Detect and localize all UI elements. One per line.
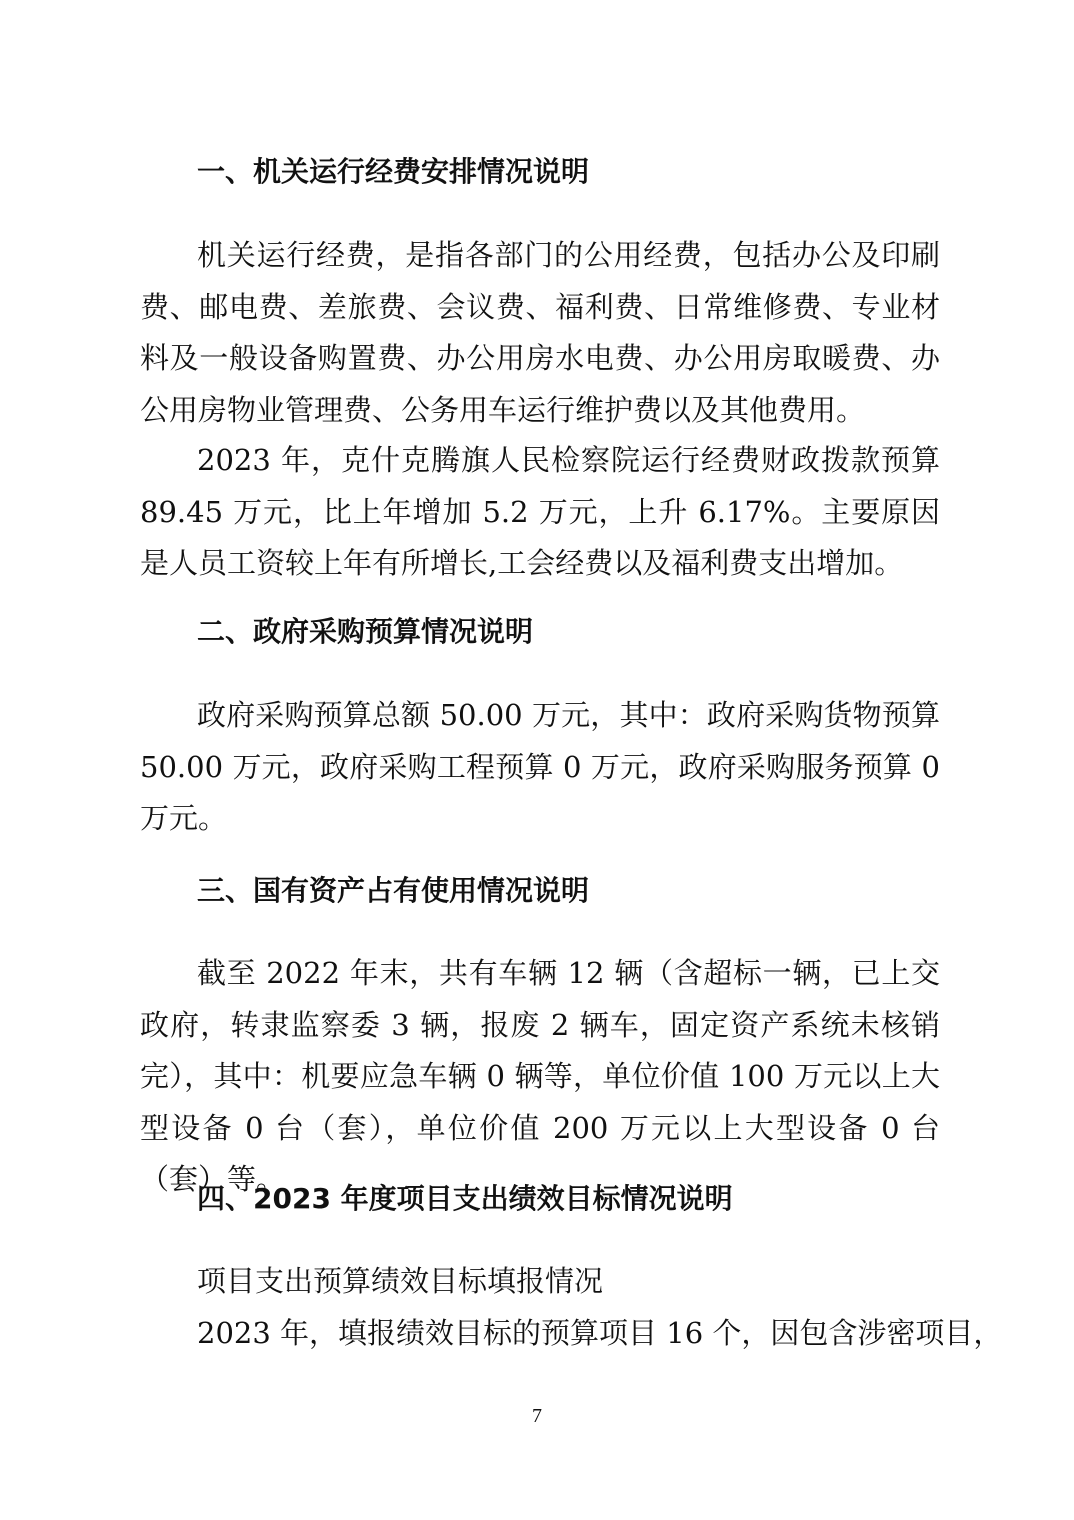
page-number: 7 — [532, 1405, 542, 1427]
section-4-heading: 四、2023 年度项目支出绩效目标情况说明 — [197, 1182, 733, 1215]
section-1-paragraph-1: 机关运行经费，是指各部门的公用经费，包括办公及印刷费、邮电费、差旅费、会议费、福利费、日常维修费、专业材料及一般设备购置费、办公用房水电费、办公用房取暖费、办公用房物业管理费、公务用车运行维护费以及其他费用。 — [140, 238, 940, 427]
section-3-heading: 三、国有资产占有使用情况说明 — [197, 874, 590, 907]
section-2-heading: 二、政府采购预算情况说明 — [197, 615, 534, 648]
section-4-paragraph-1: 2023 年，填报绩效目标的预算项目 16 个，因包含涉密项目， — [197, 1316, 1003, 1350]
section-2-paragraph-1: 政府采购预算总额 50.00 万元，其中：政府采购货物预算 50.00 万元，政府采购工程预算 0 万元，政府采购服务预算 0 万元。 — [140, 698, 940, 835]
section-3-paragraph-1: 截至 2022 年末，共有车辆 12 辆（含超标一辆，已上交政府，转隶监察委 3 辆，报废 2 辆车，固定资产系统未核销完），其中：机要应急车辆 0 辆等，单位价值 100 万元以上大型设备 0 台（套），单位价值 200 万元以上大型设备 0 台（套）等。 — [140, 956, 940, 1196]
section-1-heading: 一、机关运行经费安排情况说明 — [197, 155, 590, 188]
section-4-subheading: 项目支出预算绩效目标填报情况 — [197, 1264, 604, 1298]
section-1-paragraph-2: 2023 年，克什克腾旗人民检察院运行经费财政拨款预算 89.45 万元，比上年增加 5.2 万元，上升 6.17%。主要原因是人员工资较上年有所增长,工会经费以及福利费支出增加。 — [140, 443, 940, 580]
